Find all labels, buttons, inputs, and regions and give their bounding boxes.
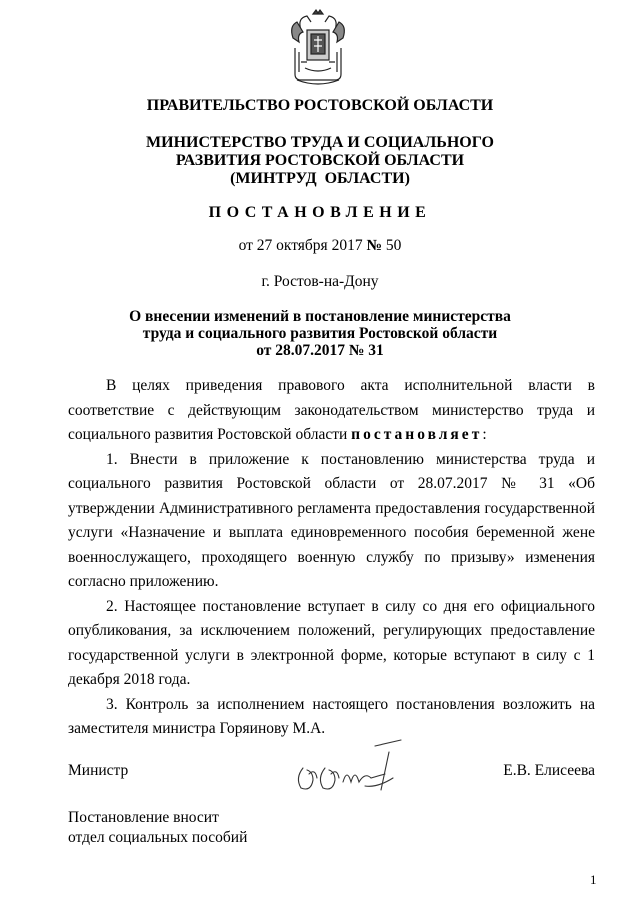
ministry-name-line1: МИНИСТЕРСТВО ТРУДА И СОЦИАЛЬНОГО bbox=[146, 134, 494, 151]
title-line1: О внесении изменений в постановление министерства bbox=[129, 308, 511, 325]
page-number: 1 bbox=[590, 872, 597, 887]
item-2-paragraph: 2. Настоящее постановление вступает в силу со дня его официального опубликования, за исключением положений, регулирующих предоставление государственной услуги в электронной форме, которые вступают в силу с 1 декабря 2018 года. bbox=[68, 597, 595, 688]
document-body bbox=[68, 374, 595, 742]
title-line3: от 28.07.2017 № 31 bbox=[256, 342, 384, 359]
signatory-role: Министр bbox=[68, 762, 129, 779]
document-title bbox=[0, 308, 640, 359]
document-city: г. Ростов-на-Дону bbox=[261, 273, 379, 290]
number-sign: № bbox=[366, 237, 383, 254]
item-3-paragraph: 3. Контроль за исполнением настоящего постановления возложить на заместителя министра Горяинову М.А. bbox=[68, 695, 595, 737]
ministry-name-line2: РАЗВИТИЯ РОСТОВСКОЙ ОБЛАСТИ bbox=[175, 152, 465, 169]
coat-of-arms-emblem bbox=[287, 8, 349, 88]
handwritten-signature bbox=[285, 738, 415, 796]
document-date bbox=[0, 237, 640, 255]
submitted-by-line1: Постановление вносит bbox=[68, 809, 219, 826]
signatory-name: Е.В. Елисеева bbox=[503, 762, 595, 779]
title-line2: труда и социального развития Ростовской области bbox=[142, 325, 498, 342]
government-name: ПРАВИТЕЛЬСТВО РОСТОВСКОЙ ОБЛАСТИ bbox=[146, 97, 494, 114]
resolves-suffix: : bbox=[482, 426, 487, 443]
preamble-text: В целях приведения правового акта исполнительной власти в соответствие с действующим законодательством министерство труда и социального развития Ростовской области bbox=[68, 377, 595, 443]
submitted-by-line2: отдел социальных пособий bbox=[68, 829, 248, 846]
document-number: 50 bbox=[382, 237, 402, 254]
submitted-by-note bbox=[68, 808, 247, 848]
preamble-paragraph bbox=[68, 374, 595, 448]
ministry-name-line3: (МИНТРУД ОБЛАСТИ) bbox=[230, 170, 410, 187]
date-text: от 27 октября 2017 bbox=[238, 237, 367, 254]
document-type: ПОСТАНОВЛЕНИЕ bbox=[208, 204, 432, 221]
item-1-paragraph: 1. Внести в приложение к постановлению министерства труда и социального развития Ростовской области от 28.07.2017 № 31 «Об утверждении Административного регламента предоставления государственной услуги «Назначение и выплата единовременного пособия беременной жене военнослужащего, проходящего военную службу по призыву» изменения согласно приложению. bbox=[68, 450, 595, 590]
resolves-word: постановляет bbox=[351, 426, 483, 443]
ministry-name bbox=[0, 134, 640, 188]
